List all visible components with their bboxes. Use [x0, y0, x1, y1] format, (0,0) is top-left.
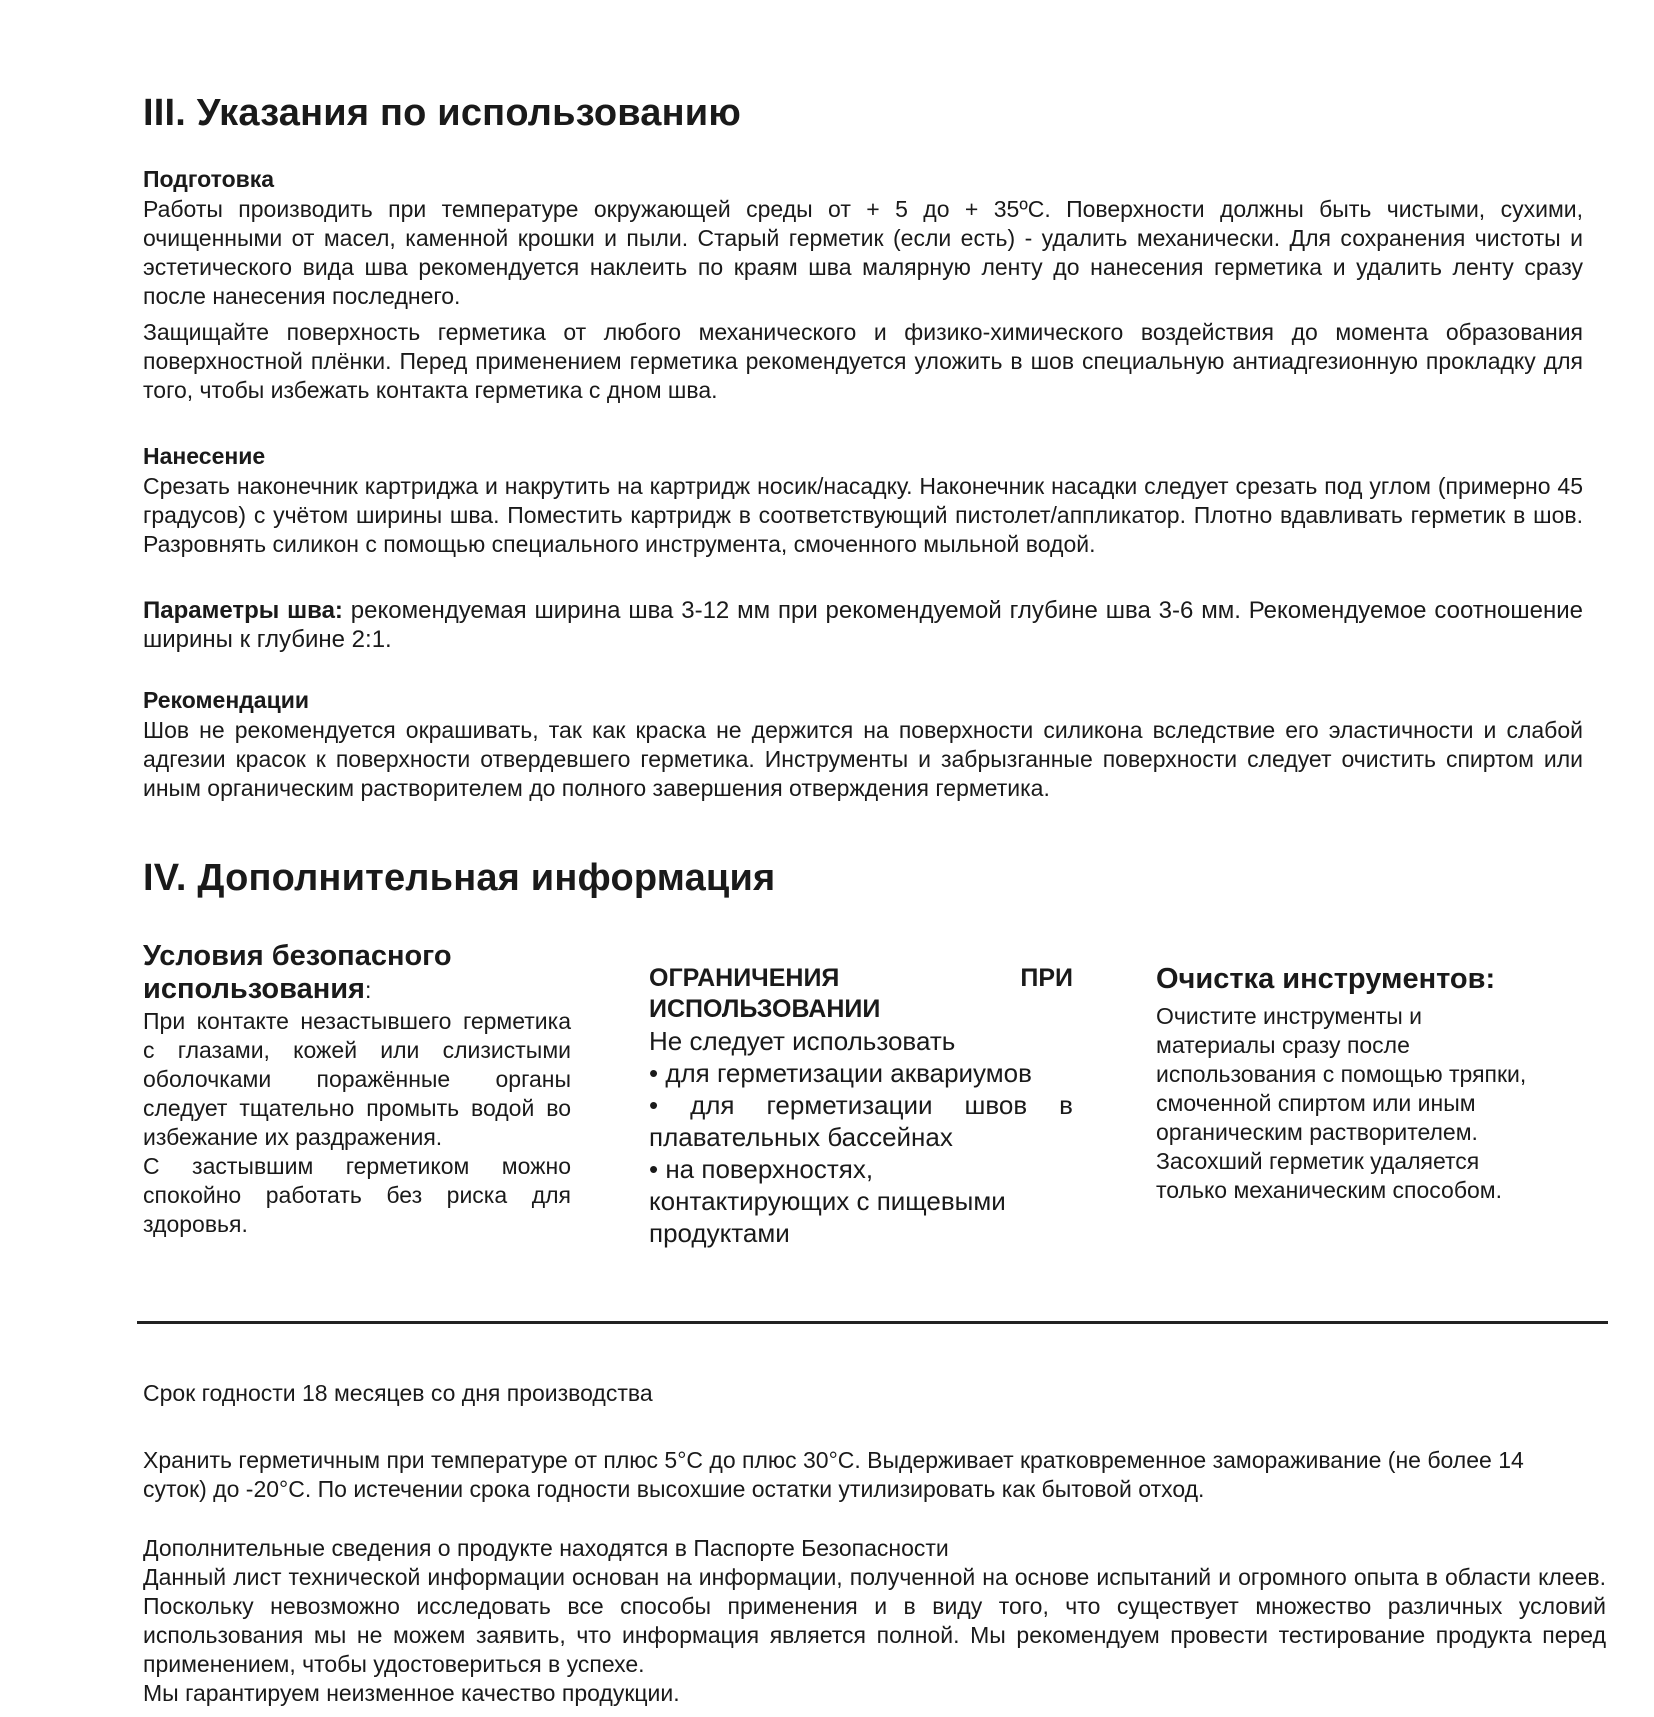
- limitations-item: • для герметизации аквариумов: [649, 1058, 1032, 1088]
- guarantee-text: Мы гарантируем неизменное качество продукции.: [143, 1680, 680, 1706]
- safety-paragraph-1: При контакте незастывшего герметика с глазами, кожей или слизистыми оболочками поражённые органы следует тщательно промыть водой во избежание их раздражения.: [143, 1008, 571, 1150]
- application-heading: Нанесение: [143, 443, 266, 469]
- recommendations-paragraph: Шов не рекомендуется окрашивать, так как краска не держится на поверхности силикона вследствие его эластичности и слабой адгезии красок к поверхности отвердевшего герметика. Инструменты и забрызганные поверхности следует очистить спиртом или иным органическим растворителем до полного завершения отверждения герметика.: [143, 717, 1583, 801]
- cleaning-line: материалы сразу после: [1156, 1032, 1410, 1058]
- joint-parameters: [143, 596, 1583, 654]
- limitations-heading-line-1: [649, 963, 1073, 994]
- application-paragraph: Срезать наконечник картриджа и накрутить на картридж носик/насадку. Наконечник насадки следует срезать под углом (примерно 45 градусов) с учётом ширины шва. Поместить картридж в соответствующий пистолет/аппликатор. Плотно вдавливать герметик в шов. Разровнять силикон с помощью специального инструмента, смоченного мыльной водой.: [143, 473, 1583, 557]
- limitations-heading-word-1: ОГРАНИЧЕНИЯ: [649, 964, 840, 992]
- horizontal-divider: [137, 1321, 1608, 1324]
- joint-parameters-text: рекомендуемая ширина шва 3-12 мм при рекомендуемой глубине шва 3-6 мм. Рекомендуемое соотношение ширины к глубине 2:1.: [143, 597, 1584, 653]
- safety-heading-colon: :: [364, 977, 372, 1003]
- recommendations-heading: Рекомендации: [143, 687, 310, 713]
- limitations-heading-line-2: ИСПОЛЬЗОВАНИИ: [649, 995, 881, 1023]
- cleaning-line: органическим растворителем.: [1156, 1119, 1478, 1145]
- cleaning-line: смоченной спиртом или иным: [1156, 1090, 1476, 1116]
- cleaning-heading: Очистка инструментов:: [1156, 963, 1496, 995]
- limitations-heading-word-2: ПРИ: [1020, 964, 1073, 992]
- section-4-title: IV. Дополнительная информация: [143, 857, 776, 899]
- disclaimer-text: Данный лист технической информации основан на информации, полученной на основе испытаний и огромного опыта в области клеев. Поскольку невозможно исследовать все способы применения и в виду того, что существует множество различных условий использования мы не можем заявить, что информация является полной. Мы рекомендуем провести тестирование продукта перед применением, чтобы удостовериться в успехе.: [143, 1564, 1606, 1677]
- joint-parameters-label: Параметры шва:: [143, 597, 343, 624]
- cleaning-line: Засохший герметик удаляется: [1156, 1148, 1480, 1174]
- shelf-life-text: Срок годности 18 месяцев со дня производства: [143, 1380, 653, 1406]
- safety-heading-text: Условия безопасного использования: [143, 940, 452, 1005]
- limitations-item: • на поверхностях, контактирующих с пищевыми продуктами: [649, 1154, 1006, 1248]
- limitations-item: • для герметизации швов в плавательных бассейнах: [649, 1090, 1073, 1152]
- cleaning-line: использования с помощью тряпки,: [1156, 1061, 1527, 1087]
- preparation-paragraph-1: Работы производить при температуре окружающей среды от + 5 до + 35ºС. Поверхности должны быть чистыми, сухими, очищенными от масел, каменной крошки и пыли. Старый герметик (если есть) - удалить механически. Для сохранения чистоты и эстетического вида шва рекомендуется наклеить по краям шва малярную ленту до нанесения герметика и удалить ленту сразу после нанесения последнего.: [143, 196, 1583, 309]
- safety-heading: [143, 940, 571, 1007]
- cleaning-line: Очистите инструменты и: [1156, 1003, 1423, 1029]
- preparation-paragraph-2: Защищайте поверхность герметика от любого механического и физико-химического воздействия до момента образования поверхностной плёнки. Перед применением герметика рекомендуется уложить в шов специальную антиадгезионную прокладку для того, чтобы избежать контакта герметика с дном шва.: [143, 319, 1583, 403]
- cleaning-column: [1156, 963, 1576, 1205]
- storage-text: Хранить герметичным при температуре от плюс 5°С до плюс 30°С. Выдерживает кратковременное замораживание (не более 14 суток) до -20°С. По истечении срока годности высохшие остатки утилизировать как бытовой отход.: [143, 1447, 1524, 1502]
- safety-paragraph-2: С застывшим герметиком можно спокойно работать без риска для здоровья.: [143, 1153, 571, 1237]
- limitations-column: [649, 963, 1073, 1249]
- section-3-title: III. Указания по использованию: [143, 92, 742, 134]
- safety-column: [143, 940, 571, 1239]
- limitations-intro: Не следует использовать: [649, 1026, 956, 1056]
- cleaning-line: только механическим способом.: [1156, 1177, 1502, 1203]
- msds-note: Дополнительные сведения о продукте находятся в Паспорте Безопасности: [143, 1535, 949, 1561]
- preparation-heading: Подготовка: [143, 166, 275, 192]
